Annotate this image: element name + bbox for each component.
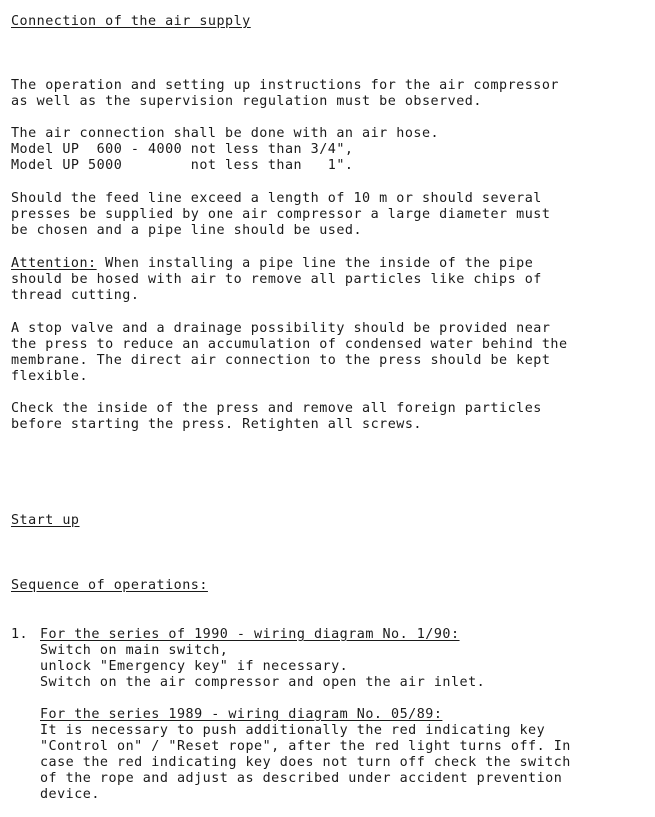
text-line: presses be supplied by one air compressor a large diameter must bbox=[11, 207, 551, 222]
text-line: device. bbox=[40, 787, 100, 802]
text-line: as well as the supervision regulation must be observed. bbox=[11, 94, 482, 109]
text-line: should be hosed with air to remove all particles like chips of bbox=[11, 272, 542, 287]
section-heading-sequence: Sequence of operations: bbox=[11, 578, 208, 593]
text-line: It is necessary to push additionally the red indicating key bbox=[40, 723, 546, 738]
section-heading-start-up: Start up bbox=[11, 513, 80, 528]
text-line: Should the feed line exceed a length of 10 m or should several bbox=[11, 191, 542, 206]
text-line: The air connection shall be done with an air hose. bbox=[11, 126, 440, 141]
text-line: flexible. bbox=[11, 369, 89, 384]
text-line: thread cutting. bbox=[11, 288, 140, 303]
text-line: Switch on the air compressor and open the air inlet. bbox=[40, 675, 486, 690]
text-line: Switch on main switch, bbox=[40, 643, 229, 658]
text-line: case the red indicating key does not turn off check the switch bbox=[40, 755, 571, 770]
text-line: "Control on" / "Reset rope", after the red light turns off. In bbox=[40, 739, 571, 754]
text-line: before starting the press. Retighten all screws. bbox=[11, 417, 422, 432]
text-line bbox=[11, 256, 533, 272]
text-line: unlock "Emergency key" if necessary. bbox=[40, 659, 349, 674]
text-line: The operation and setting up instructions for the air compressor bbox=[11, 78, 559, 93]
section-heading-air-supply: Connection of the air supply bbox=[11, 14, 251, 29]
text-line: Check the inside of the press and remove all foreign particles bbox=[11, 401, 542, 416]
series-1990-heading: For the series of 1990 - wiring diagram No. 1/90: bbox=[40, 627, 460, 642]
attention-label: Attention: bbox=[11, 256, 97, 271]
text-line: Model UP 5000 not less than 1". bbox=[11, 158, 354, 173]
text-line: membrane. The direct air connection to the press should be kept bbox=[11, 353, 551, 368]
text-line: A stop valve and a drainage possibility should be provided near bbox=[11, 321, 551, 336]
text-line: the press to reduce an accumulation of condensed water behind the bbox=[11, 337, 568, 352]
series-1989-heading: For the series 1989 - wiring diagram No. 05/89: bbox=[40, 707, 443, 722]
step-number: 1. bbox=[11, 627, 29, 642]
attention-text: When installing a pipe line the inside of the pipe bbox=[96, 256, 534, 271]
text-line: Model UP 600 - 4000 not less than 3/4", bbox=[11, 142, 354, 157]
text-line: be chosen and a pipe line should be used. bbox=[11, 223, 363, 238]
text-line: of the rope and adjust as described under accident prevention bbox=[40, 771, 563, 786]
